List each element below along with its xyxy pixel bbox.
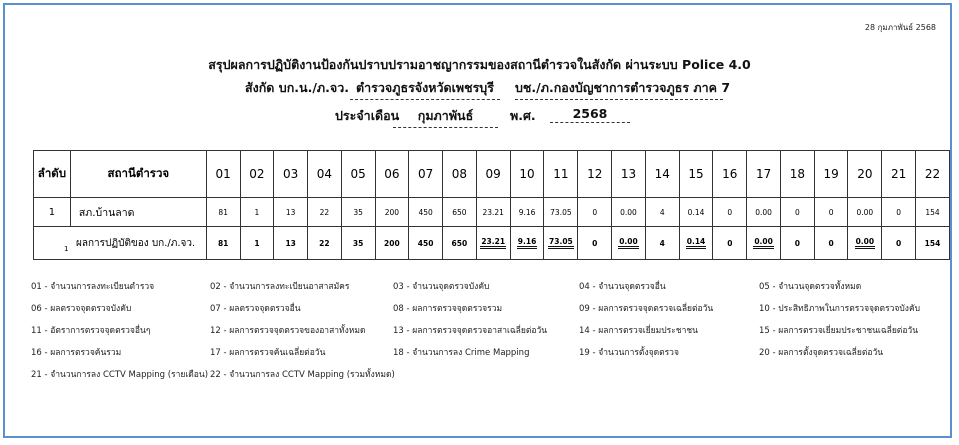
summary-row: [34, 227, 950, 260]
legend-item: 15 - ผลการตรวจเยี่ยมประชาชนเฉลี่ยต่อวัน: [759, 326, 919, 336]
summary-value: 22: [319, 238, 330, 248]
col-header-10: 10: [510, 151, 544, 198]
summary-cell-08: [443, 227, 477, 260]
summary-value: 13: [285, 238, 296, 248]
summary-cell-10: [510, 227, 544, 260]
summary-value: 1: [254, 238, 260, 248]
summary-cell-18: [780, 227, 814, 260]
col-header-13: 13: [612, 151, 646, 198]
legend-item: 10 - ประสิทธิภาพในการตรวจจุดตรวจบังคับ: [759, 304, 921, 314]
row-cell-06: 200: [375, 198, 409, 227]
col-header-14: 14: [645, 151, 679, 198]
summary-cell-06: [375, 227, 409, 260]
summary-order: 1: [64, 245, 69, 253]
row-cell-20: 0.00: [848, 198, 882, 227]
col-header-21: 21: [882, 151, 916, 198]
summary-cell-22: [916, 227, 950, 260]
col-header-20: 20: [848, 151, 882, 198]
summary-cell-17: [747, 227, 781, 260]
row-cell-15: 0.14: [679, 198, 713, 227]
summary-cell-07: [409, 227, 443, 260]
row-order: 1: [34, 198, 71, 227]
summary-cell-11: [544, 227, 578, 260]
region-value: บช./ภ.กองบัญชาการตำรวจภูธร ภาค 7: [515, 78, 723, 100]
summary-value: 0: [727, 238, 733, 248]
month-value: กุมภาพันธ์: [393, 106, 498, 128]
col-header-06: 06: [375, 151, 409, 198]
legend-item: 13 - ผลการตรวจจุดตรวจอาสาเฉลี่ยต่อวัน: [393, 326, 548, 336]
row-cell-01: 81: [206, 198, 240, 227]
col-header-12: 12: [578, 151, 612, 198]
row-cell-22: 154: [916, 198, 950, 227]
col-header-15: 15: [679, 151, 713, 198]
province-value: ตำรวจภูธรจังหวัดเพชรบุรี: [350, 78, 500, 100]
summary-value: 0: [592, 238, 598, 248]
summary-cell-14: [645, 227, 679, 260]
row-cell-07: 450: [409, 198, 443, 227]
table-header-row: [34, 151, 950, 198]
summary-cell-03: [274, 227, 308, 260]
summary-value: 0.14: [686, 237, 707, 249]
summary-value: 4: [659, 238, 665, 248]
summary-cell-19: [814, 227, 848, 260]
summary-cell-16: [713, 227, 747, 260]
summary-cell-01: [206, 227, 240, 260]
row-cell-10: 9.16: [510, 198, 544, 227]
col-header-09: 09: [476, 151, 510, 198]
row-cell-19: 0: [814, 198, 848, 227]
summary-value: 73.05: [548, 237, 574, 249]
col-header-05: 05: [341, 151, 375, 198]
summary-value: 81: [217, 238, 229, 248]
table-row: [34, 198, 950, 227]
legend-item: 03 - จำนวนจุดตรวจบังคับ: [393, 282, 490, 292]
col-header-16: 16: [713, 151, 747, 198]
col-header-03: 03: [274, 151, 308, 198]
summary-value: 0: [896, 238, 902, 248]
col-header-02: 02: [240, 151, 274, 198]
col-station-header: สถานีตำรวจ: [70, 151, 206, 198]
summary-cell-13: [612, 227, 646, 260]
legend-item: 05 - จำนวนจุดตรวจทั้งหมด: [759, 282, 862, 292]
row-cell-21: 0: [882, 198, 916, 227]
col-header-01: 01: [206, 151, 240, 198]
year-label: พ.ศ.: [510, 108, 536, 123]
summary-value: 0: [794, 238, 800, 248]
summary-value: 9.16: [517, 237, 538, 249]
row-cell-17: 0.00: [747, 198, 781, 227]
summary-value: 0: [828, 238, 834, 248]
legend-item: 11 - อัตราการตรวจจุดตรวจอื่นๆ: [31, 326, 151, 336]
row-cell-16: 0: [713, 198, 747, 227]
row-cell-18: 0: [780, 198, 814, 227]
col-header-22: 22: [916, 151, 950, 198]
legend-item: 09 - ผลการตรวจจุดตรวจเฉลี่ยต่อวัน: [579, 304, 714, 314]
affiliation-label: สังกัด บก.น./ภ.จว.: [245, 80, 349, 95]
row-cell-12: 0: [578, 198, 612, 227]
legend-item: 18 - จำนวนการลง Crime Mapping: [393, 348, 530, 358]
summary-value: 450: [417, 238, 434, 248]
legend-item: 06 - ผลตรวจจุดตรวจบังคับ: [31, 304, 132, 314]
col-header-08: 08: [443, 151, 477, 198]
col-order-header: ลำดับ: [34, 151, 71, 198]
month-label: ประจำเดือน: [335, 108, 400, 123]
legend-item: 17 - ผลการตรวจค้นเฉลี่ยต่อวัน: [210, 348, 326, 358]
row-station: สภ.บ้านลาด: [70, 198, 206, 227]
summary-cell-05: [341, 227, 375, 260]
col-header-18: 18: [780, 151, 814, 198]
legend-item: 02 - จำนวนการลงทะเบียนอาสาสมัคร: [210, 282, 350, 292]
row-cell-11: 73.05: [544, 198, 578, 227]
summary-value: 650: [451, 238, 468, 248]
summary-label: ผลการปฏิบัติของ บก./ภ.จว.: [76, 238, 196, 249]
summary-value: 23.21: [480, 237, 506, 249]
summary-cell-20: [848, 227, 882, 260]
summary-cell-12: [578, 227, 612, 260]
row-cell-04: 22: [308, 198, 342, 227]
summary-cell-15: [679, 227, 713, 260]
row-cell-05: 35: [341, 198, 375, 227]
legend-item: 22 - จำนวนการลง CCTV Mapping (รวมทั้งหมด): [210, 370, 395, 380]
report-table: [33, 150, 950, 260]
legend-item: 07 - ผลตรวจจุดตรวจอื่น: [210, 304, 301, 314]
row-cell-14: 4: [645, 198, 679, 227]
report-date: 28 กุมภาพันธ์ 2568: [864, 23, 936, 32]
summary-cell-04: [308, 227, 342, 260]
summary-value: 0.00: [855, 237, 876, 249]
summary-value: 0.00: [753, 237, 774, 249]
legend-item: 20 - ผลการตั้งจุดตรวจเฉลี่ยต่อวัน: [759, 348, 884, 358]
col-header-04: 04: [308, 151, 342, 198]
row-cell-02: 1: [240, 198, 274, 227]
summary-label-cell: [34, 227, 207, 260]
summary-cell-09: [476, 227, 510, 260]
col-header-17: 17: [747, 151, 781, 198]
legend-item: 16 - ผลการตรวจค้นรวม: [31, 348, 122, 358]
col-header-11: 11: [544, 151, 578, 198]
row-cell-09: 23.21: [476, 198, 510, 227]
row-cell-13: 0.00: [612, 198, 646, 227]
col-header-19: 19: [814, 151, 848, 198]
row-cell-03: 13: [274, 198, 308, 227]
legend-item: 14 - ผลการตรวจเยี่ยมประชาชน: [579, 326, 698, 336]
report-frame: [3, 3, 952, 438]
legend-item: 12 - ผลการตรวจจุดตรวจของอาสาทั้งหมด: [210, 326, 366, 336]
summary-value: 35: [352, 238, 364, 248]
summary-cell-02: [240, 227, 274, 260]
legend-item: 21 - จำนวนการลง CCTV Mapping (รายเดือน): [31, 370, 209, 380]
year-value: 2568: [550, 106, 630, 123]
legend-item: 08 - ผลการตรวจจุดตรวจรวม: [393, 304, 503, 314]
legend-item: 04 - จำนวนจุดตรวจอื่น: [579, 282, 666, 292]
summary-value: 200: [384, 238, 400, 248]
col-header-07: 07: [409, 151, 443, 198]
legend-item: 01 - จำนวนการลงทะเบียนตำรวจ: [31, 282, 155, 292]
report-title: สรุปผลการปฏิบัติงานป้องกันปราบปรามอาชญากรรมของสถานีตำรวจในสังกัด ผ่านระบบ Police 4.0: [208, 57, 751, 72]
summary-value: 0.00: [618, 237, 639, 249]
summary-cell-21: [882, 227, 916, 260]
legend-item: 19 - จำนวนการตั้งจุดตรวจ: [579, 348, 679, 358]
row-cell-08: 650: [443, 198, 477, 227]
summary-value: 154: [924, 238, 941, 248]
